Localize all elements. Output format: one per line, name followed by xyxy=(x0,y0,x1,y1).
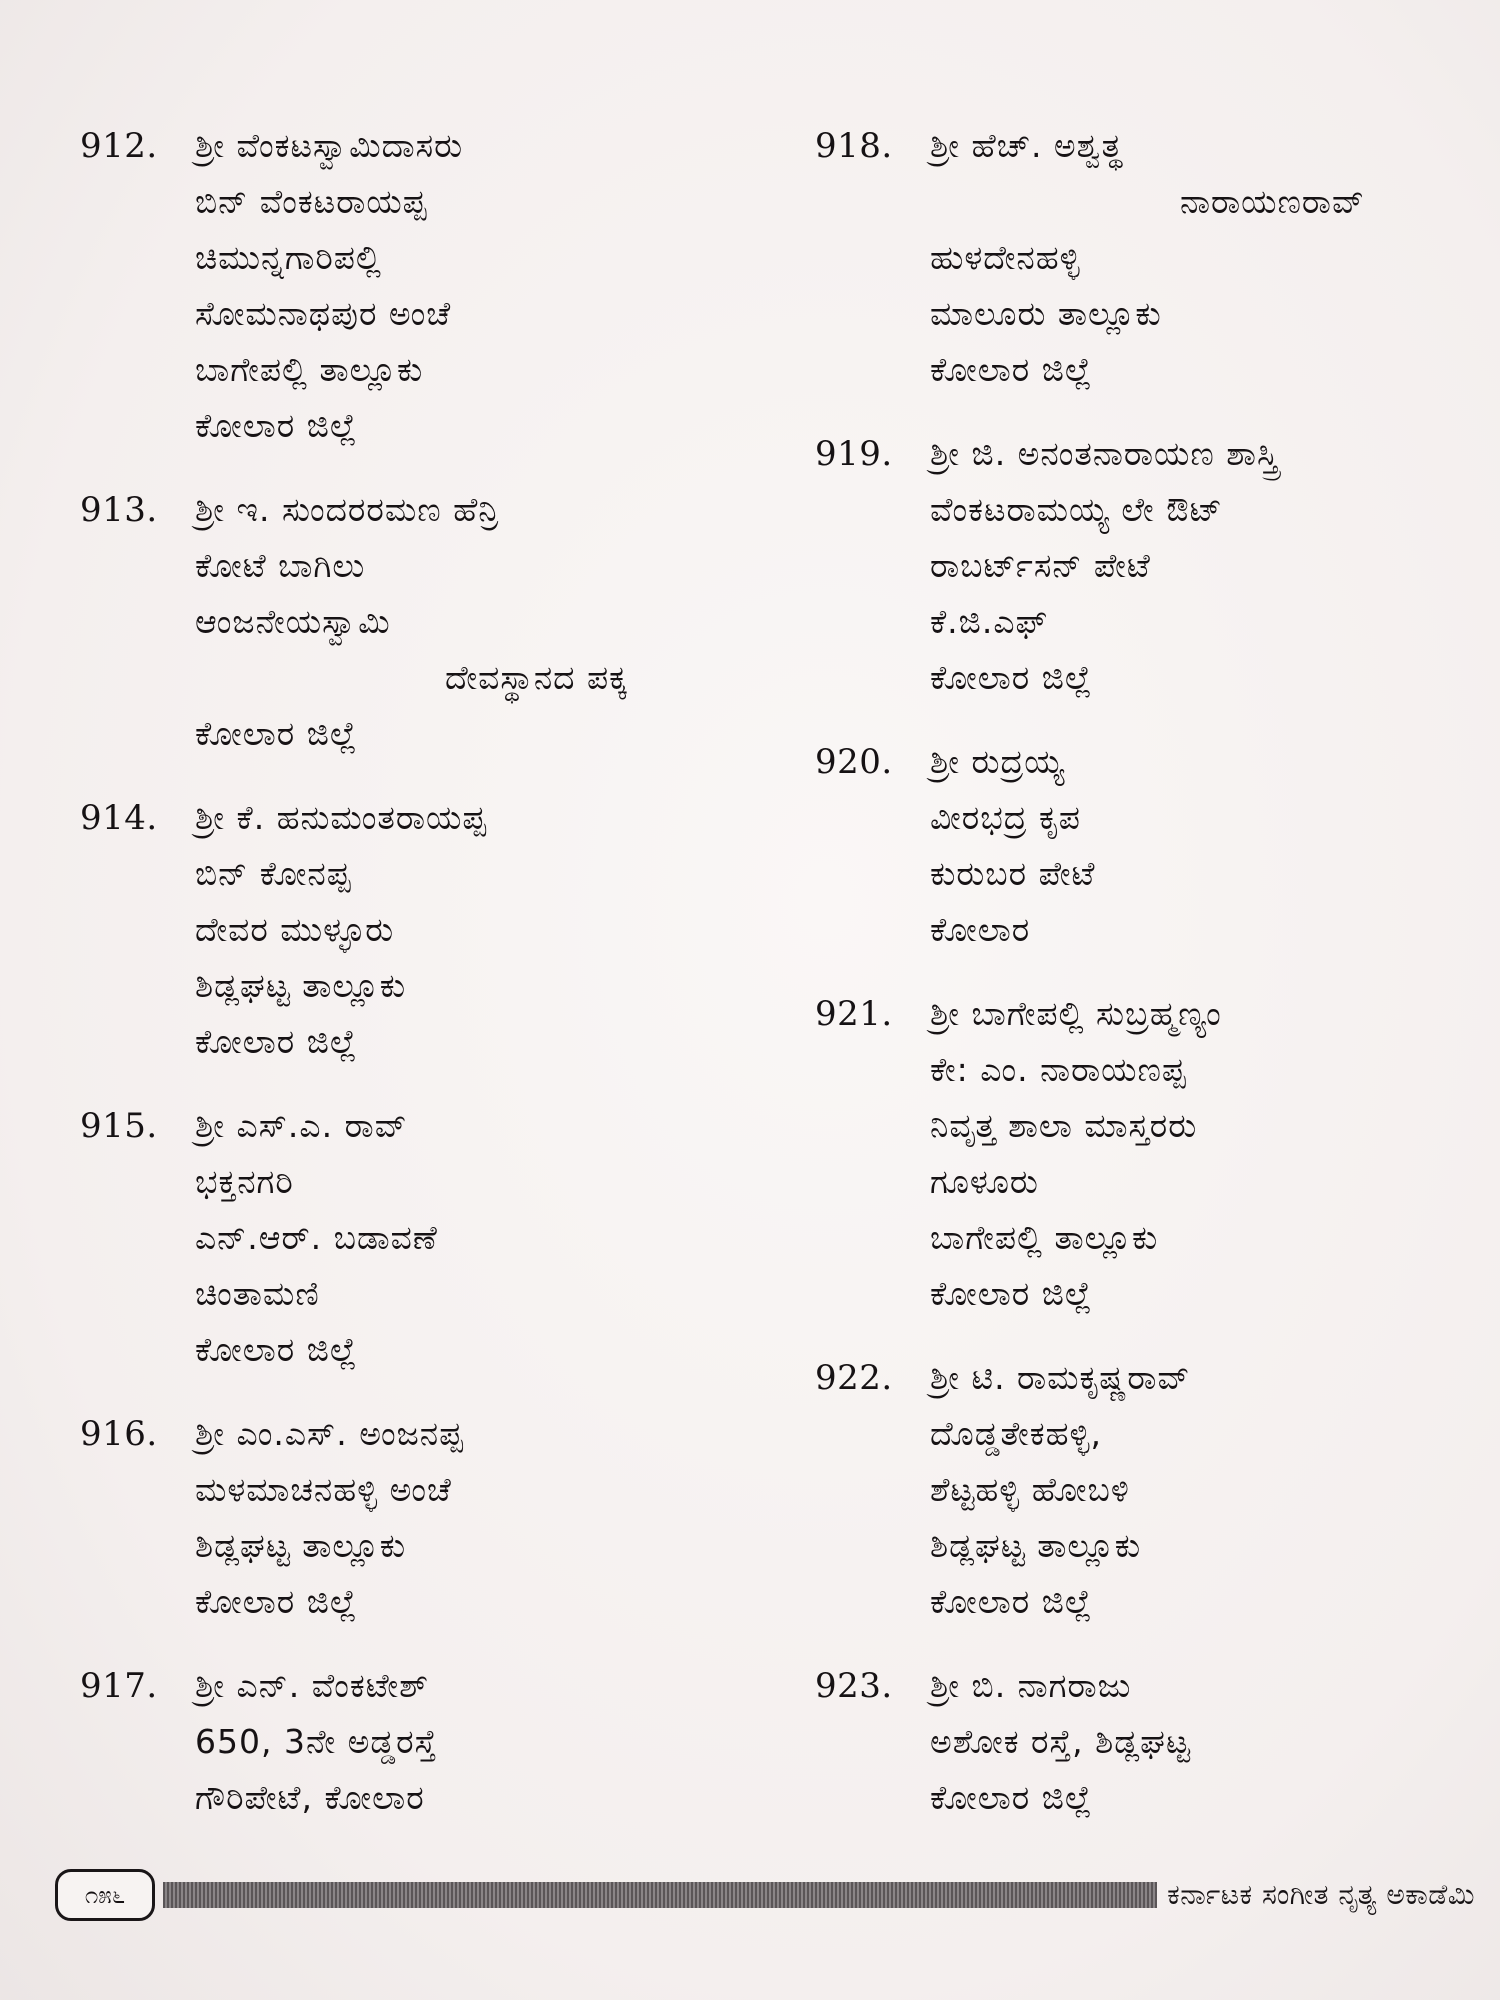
left-column xyxy=(80,118,760,1854)
footer-rule xyxy=(163,1882,1157,1908)
entry-address xyxy=(195,1658,437,1826)
directory-entry xyxy=(815,1658,1475,1826)
address-line: ಕೇ: ಎಂ. ನಾರಾಯಣಪ್ಪ xyxy=(930,1050,1187,1089)
page-footer xyxy=(55,1863,1475,1927)
entry-number: 919. xyxy=(815,434,893,474)
address-line: ವೆಂಕಟರಾಮಯ್ಯ ಲೇ ಔಟ್ xyxy=(930,490,1223,529)
directory-entry xyxy=(815,118,1475,398)
entry-name: ಶ್ರೀ ಕೆ. ಹನುಮಂತರಾಯಪ್ಪ xyxy=(195,798,488,837)
address-line: ಕೋಲಾರ ಜಿಲ್ಲೆ xyxy=(930,350,1093,389)
address-line: ಮಾಲೂರು ತಾಲ್ಲೂಕು xyxy=(930,294,1162,333)
entry-name: ಶ್ರೀ ಬಿ. ನಾಗರಾಜು xyxy=(930,1666,1132,1705)
address-line: ಚಿಮುನ್ನಗಾರಿಪಲ್ಲಿ xyxy=(195,238,382,277)
entry-address xyxy=(195,790,487,1070)
directory-entry xyxy=(815,986,1475,1322)
entry-number: 918. xyxy=(815,126,893,166)
directory-entry xyxy=(80,482,760,762)
entry-name: ಶ್ರೀ ಬಾಗೇಪಲ್ಲಿ ಸುಬ್ರಹ್ಮಣ್ಯಂ xyxy=(930,994,1222,1033)
address-line: ರಾಬರ್ಟ್‌ಸನ್ ಪೇಟೆ xyxy=(930,546,1151,585)
entry-number: 920. xyxy=(815,742,893,782)
entry-number: 913. xyxy=(80,490,158,530)
directory-entry xyxy=(80,118,760,454)
entry-address xyxy=(195,1098,438,1378)
address-line: ಸೋಮನಾಥಪುರ ಅಂಚೆ xyxy=(195,294,452,333)
address-line: ನಾರಾಯಣರಾವ್ xyxy=(1180,182,1365,221)
address-line: ಕೋಲಾರ ಜಿಲ್ಲೆ xyxy=(930,1582,1093,1621)
directory-entry xyxy=(80,1658,760,1826)
address-line: ಬಿನ್ ವೆಂಕಟರಾಯಪ್ಪ xyxy=(195,182,428,221)
address-line: ಕೋಲಾರ ಜಿಲ್ಲೆ xyxy=(930,1274,1093,1313)
address-line: ಮಳಮಾಚನಹಳ್ಳಿ ಅಂಚೆ xyxy=(195,1470,452,1509)
address-line: ಕೋಲಾರ ಜಿಲ್ಲೆ xyxy=(195,1582,358,1621)
entry-address xyxy=(195,118,463,454)
entry-address xyxy=(930,1658,1191,1826)
address-line: ಕೋಲಾರ ಜಿಲ್ಲೆ xyxy=(195,1022,358,1061)
entry-number: 917. xyxy=(80,1666,158,1706)
address-line: ಶಿಡ್ಲಘಟ್ಟ ತಾಲ್ಲೂಕು xyxy=(195,966,407,1005)
directory-entry xyxy=(815,734,1475,958)
entry-name: ಶ್ರೀ ಹೆಚ್. ಅಶ್ವತ್ಥ xyxy=(930,126,1124,165)
entry-name: ಶ್ರೀ ಎನ್. ವೆಂಕಟೇಶ್ xyxy=(195,1666,429,1705)
entry-number: 915. xyxy=(80,1106,158,1146)
address-line: ದೊಡ್ಡತೇಕಹಳ್ಳಿ, xyxy=(930,1414,1103,1453)
address-line: 650, 3ನೇ ಅಡ್ಡರಸ್ತೆ xyxy=(195,1722,438,1761)
entry-address xyxy=(930,426,1279,706)
entry-name: ಶ್ರೀ ಇ. ಸುಂದರರಮಣ ಹೆನ್ರಿ xyxy=(195,490,500,529)
address-line: ಭಕ್ತನಗರಿ xyxy=(195,1162,294,1201)
address-line: ಕುರುಬರ ಪೇಟೆ xyxy=(930,854,1096,893)
entry-address xyxy=(930,118,1365,398)
address-line: ಕೋಲಾರ ಜಿಲ್ಲೆ xyxy=(195,714,358,753)
entry-name: ಶ್ರೀ ಎಸ್.ಎ. ರಾವ್ xyxy=(195,1106,408,1145)
entry-address xyxy=(195,482,628,762)
entry-name: ಶ್ರೀ ವೆಂಕಟಸ್ವಾಮಿದಾಸರು xyxy=(195,126,464,165)
entry-number: 916. xyxy=(80,1414,158,1454)
address-line: ಬಾಗೇಪಲ್ಲಿ ತಾಲ್ಲೂಕು xyxy=(930,1218,1159,1257)
address-line: ಎನ್.ಆರ್. ಬಡಾವಣೆ xyxy=(195,1218,438,1257)
address-line: ಶೆಟ್ಟಹಳ್ಳಿ ಹೋಬಳಿ xyxy=(930,1470,1130,1509)
directory-entry xyxy=(815,426,1475,706)
directory-entry xyxy=(815,1350,1475,1630)
address-line: ಕೋಲಾರ ಜಿಲ್ಲೆ xyxy=(930,658,1093,697)
address-line: ಶಿಡ್ಲಘಟ್ಟ ತಾಲ್ಲೂಕು xyxy=(195,1526,407,1565)
address-line: ದೇವರ ಮುಳ್ಳೂರು xyxy=(195,910,395,949)
publisher-name: ಕರ್ನಾಟಕ ಸಂಗೀತ ನೃತ್ಯ ಅಕಾಡೆಮಿ xyxy=(1167,1878,1475,1911)
address-line: ಕೋಟೆ ಬಾಗಿಲು xyxy=(195,546,366,585)
entry-number: 921. xyxy=(815,994,893,1034)
address-line: ಕೋಲಾರ ಜಿಲ್ಲೆ xyxy=(195,1330,358,1369)
entry-address xyxy=(195,1406,464,1630)
entry-number: 923. xyxy=(815,1666,893,1706)
address-line: ಕೋಲಾರ ಜಿಲ್ಲೆ xyxy=(930,1778,1093,1817)
address-line: ಶಿಡ್ಲಘಟ್ಟ ತಾಲ್ಲೂಕು xyxy=(930,1526,1142,1565)
entry-address xyxy=(930,1350,1190,1630)
entry-name: ಶ್ರೀ ಜಿ. ಅನಂತನಾರಾಯಣ ಶಾಸ್ತ್ರಿ xyxy=(930,434,1280,473)
directory-entry xyxy=(80,1098,760,1378)
address-line: ಗೌರಿಪೇಟೆ, ಕೋಲಾರ xyxy=(195,1778,425,1817)
address-line: ಅಶೋಕ ರಸ್ತೆ, ಶಿಡ್ಲಘಟ್ಟ xyxy=(930,1722,1191,1761)
address-line: ದೇವಸ್ಥಾನದ ಪಕ್ಕ xyxy=(445,658,629,697)
directory-entry xyxy=(80,1406,760,1630)
address-line: ಬಾಗೇಪಲ್ಲಿ ತಾಲ್ಲೂಕು xyxy=(195,350,424,389)
entry-address xyxy=(930,734,1096,958)
entry-number: 914. xyxy=(80,798,158,838)
address-line: ಕೆ.ಜಿ.ಎಫ್ xyxy=(930,602,1049,641)
entry-name: ಶ್ರೀ ಟಿ. ರಾಮಕೃಷ್ಣರಾವ್ xyxy=(930,1358,1191,1397)
page-number-badge: ೧೫೬ xyxy=(55,1869,155,1921)
entry-address xyxy=(930,986,1222,1322)
address-line: ವೀರಭದ್ರ ಕೃಪ xyxy=(930,798,1081,837)
address-line: ಚಿಂತಾಮಣಿ xyxy=(195,1274,320,1313)
address-line: ಆಂಜನೇಯಸ್ವಾಮಿ xyxy=(195,602,391,641)
entry-name: ಶ್ರೀ ಎಂ.ಎಸ್. ಅಂಜನಪ್ಪ xyxy=(195,1414,464,1453)
address-line: ನಿವೃತ್ತ ಶಾಲಾ ಮಾಸ್ತರರು xyxy=(930,1106,1198,1145)
entry-name: ಶ್ರೀ ರುದ್ರಯ್ಯ xyxy=(930,742,1066,781)
directory-entry xyxy=(80,790,760,1070)
address-line: ಗೂಳೂರು xyxy=(930,1162,1039,1201)
right-column xyxy=(815,118,1475,1854)
address-line: ಹುಳದೇನಹಳ್ಳಿ xyxy=(930,238,1081,277)
address-line: ಬಿನ್ ಕೋನಪ್ಪ xyxy=(195,854,352,893)
entry-number: 922. xyxy=(815,1358,893,1398)
entry-number: 912. xyxy=(80,126,158,166)
address-line: ಕೋಲಾರ xyxy=(930,910,1031,949)
address-line: ಕೋಲಾರ ಜಿಲ್ಲೆ xyxy=(195,406,358,445)
